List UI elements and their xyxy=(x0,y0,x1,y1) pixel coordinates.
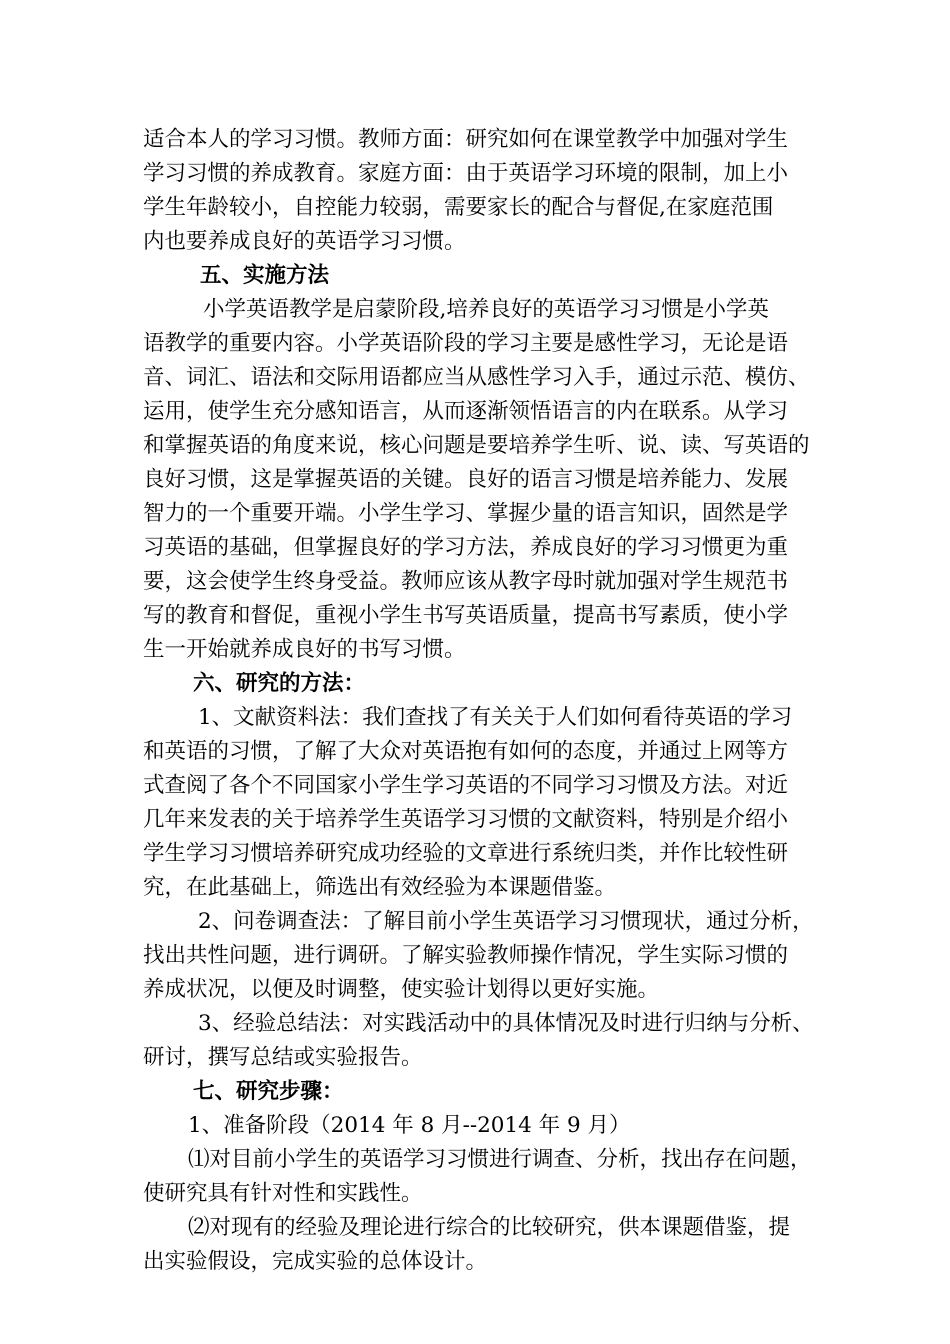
text-line: 学生学习习惯培养研究成功经验的文章进行系统归类，并作比较性研 xyxy=(143,841,789,866)
stage-title: 1、准备阶段（2014 年 8 月--2014 年 9 月） xyxy=(188,1113,631,1138)
text-line: ⑵对现有的经验及理论进行综合的比较研究，供本课题借鉴，提 xyxy=(188,1215,791,1240)
text-line: 智力的一个重要开端。小学生学习、掌握少量的语言知识，固然是学 xyxy=(143,501,789,526)
text-line: 几年来发表的关于培养学生英语学习习惯的文献资料，特别是介绍小 xyxy=(143,807,789,832)
text-line: 内也要养成良好的英语学习习惯。 xyxy=(143,229,466,254)
text-line: 适合本人的学习习惯。教师方面：研究如何在课堂教学中加强对学生 xyxy=(143,127,789,152)
section-heading: 六、研究的方法： xyxy=(193,671,366,696)
text-line: 要，这会使学生终身受益。教师应该从教字母时就加强对学生规范书 xyxy=(143,569,789,594)
text-line: ⑴对目前小学生的英语学习习惯进行调查、分析，找出存在问题， xyxy=(188,1147,812,1172)
text-line: 1、文献资料法：我们查找了有关关于人们如何看待英语的学习 xyxy=(198,705,793,730)
text-line: 学习习惯的养成教育。家庭方面：由于英语学习环境的限制，加上小 xyxy=(143,161,789,186)
text-line: 习英语的基础，但掌握良好的学习方法，养成良好的学习习惯更为重 xyxy=(143,535,789,560)
text-line: 良好习惯，这是掌握英语的关键。良好的语言习惯是培养能力、发展 xyxy=(143,467,789,492)
section-heading: 五、实施方法 xyxy=(200,263,330,288)
text-line: 学生年龄较小，自控能力较弱，需要家长的配合与督促,在家庭范围 xyxy=(143,195,774,220)
text-line: 3、经验总结法：对实践活动中的具体情况及时进行归纳与分析、 xyxy=(198,1011,814,1036)
section-heading: 七、研究步骤： xyxy=(193,1079,344,1104)
text-line: 和英语的习惯，了解了大众对英语抱有如何的态度，并通过上网等方 xyxy=(143,739,789,764)
text-line: 式查阅了各个不同国家小学生学习英语的不同学习习惯及方法。对近 xyxy=(143,773,789,798)
text-line: 小学英语教学是启蒙阶段,培养良好的英语学习习惯是小学英 xyxy=(203,297,769,322)
text-line: 音、词汇、语法和交际用语都应当从感性学习入手，通过示范、模仿、 xyxy=(143,365,810,390)
text-line: 养成状况，以便及时调整，使实验计划得以更好实施。 xyxy=(143,977,660,1002)
text-line: 出实验假设，完成实验的总体设计。 xyxy=(143,1249,488,1274)
text-line: 和掌握英语的角度来说，核心问题是要培养学生听、说、读、写英语的 xyxy=(143,433,810,458)
text-line: 生一开始就养成良好的书写习惯。 xyxy=(143,637,466,662)
text-line: 研讨，撰写总结或实验报告。 xyxy=(143,1045,423,1070)
text-line: 究，在此基础上，筛选出有效经验为本课题借鉴。 xyxy=(143,875,617,900)
text-line: 写的教育和督促，重视小学生书写英语质量，提高书写素质，使小学 xyxy=(143,603,789,628)
text-line: 使研究具有针对性和实践性。 xyxy=(143,1181,423,1206)
text-line: 语教学的重要内容。小学英语阶段的学习主要是感性学习，无论是语 xyxy=(143,331,789,356)
text-line: 运用，使学生充分感知语言，从而逐渐领悟语言的内在联系。从学习 xyxy=(143,399,789,424)
text-line: 找出共性问题，进行调研。了解实验教师操作情况，学生实际习惯的 xyxy=(143,943,789,968)
text-line: 2、问卷调查法：了解目前小学生英语学习习惯现状，通过分析， xyxy=(198,909,814,934)
